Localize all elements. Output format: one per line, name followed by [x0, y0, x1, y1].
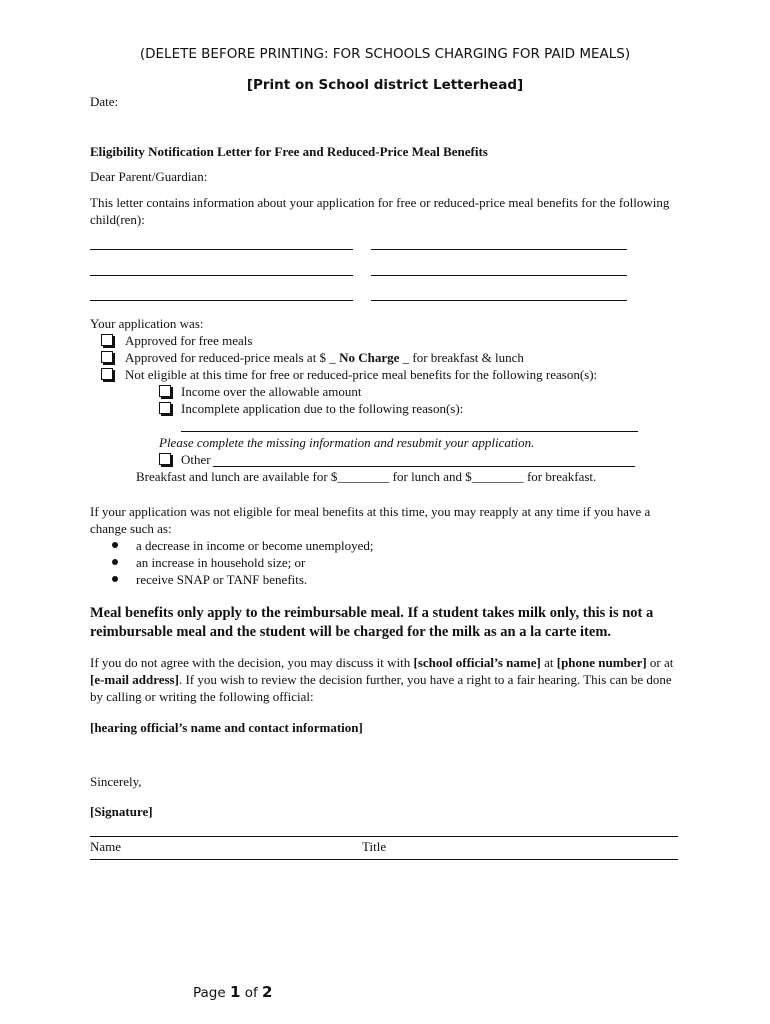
no-charge-value: No Charge: [335, 350, 403, 365]
top-note: (DELETE BEFORE PRINTING: FOR SCHOOLS CHARGING FOR PAID MEALS): [139, 46, 631, 62]
meal-prices-line: Breakfast and lunch are available for $________ for lunch and $________ for breakfast.: [136, 469, 597, 484]
child-name-line: [371, 248, 627, 250]
reason-incomplete: Incomplete application due to the following reason(s):: [159, 401, 463, 417]
letterhead-placeholder: [Print on School district Letterhead]: [246, 77, 524, 93]
option-not-eligible: Not eligible at this time for free or reduced-price meal benefits for the following reason(s):: [101, 367, 597, 383]
child-name-line: [90, 274, 353, 276]
reapply-bullet: an increase in household size; or: [136, 555, 306, 570]
option-free-meals: Approved for free meals: [101, 333, 252, 349]
name-label: Name: [90, 839, 122, 854]
signature-rule: [90, 836, 678, 837]
application-heading: Your application was:: [90, 316, 204, 331]
reapply-bullet: a decrease in income or become unemployed;: [136, 538, 374, 553]
page-number: Page 1 of 2: [193, 983, 273, 1001]
checkbox-icon[interactable]: [101, 334, 113, 346]
milk-notice: Meal benefits only apply to the reimbursable meal. If a student takes milk only, this is not a reimbursable meal and the student will be charged for the milk as an a la carte item.: [90, 605, 654, 640]
bullet-icon: [112, 576, 118, 582]
child-name-line: [90, 299, 353, 301]
checkbox-icon[interactable]: [159, 453, 171, 465]
appeal-paragraph: If you do not agree with the decision, you may discuss it with [school official’s name] at [phone number] or at [e-mail address]. If you wish to review the decision further, you have a right to a fair hearing. This can be done by calling or writing the following official:: [90, 655, 674, 704]
phone-placeholder: [phone number]: [556, 655, 647, 670]
date-label: Date:: [90, 94, 119, 109]
checkbox-icon[interactable]: [101, 368, 113, 380]
option-reduced-price: Approved for reduced-price meals at $ _ No Charge _ for breakfast & lunch: [101, 350, 524, 366]
salutation: Dear Parent/Guardian:: [90, 169, 208, 184]
reason-income: Income over the allowable amount: [159, 384, 362, 400]
checkbox-icon[interactable]: [159, 385, 171, 397]
title-label: Title: [362, 839, 387, 854]
reapply-bullet: receive SNAP or TANF benefits.: [136, 572, 308, 587]
other-blank-line: [213, 465, 635, 467]
letter-title: Eligibility Notification Letter for Free and Reduced-Price Meal Benefits: [90, 144, 488, 159]
child-name-line: [371, 274, 627, 276]
bullet-icon: [112, 559, 118, 565]
checkbox-icon[interactable]: [101, 351, 113, 363]
reason-blank-line: [181, 430, 638, 432]
checkbox-icon[interactable]: [159, 402, 171, 414]
signature-placeholder: [Signature]: [90, 804, 153, 819]
resubmit-note: Please complete the missing information and resubmit your application.: [159, 435, 535, 450]
bullet-icon: [112, 542, 118, 548]
name-title-rule: [90, 859, 678, 860]
email-placeholder: [e-mail address]: [90, 672, 179, 687]
reapply-paragraph: If your application was not eligible for meal benefits at this time, you may reapply at any time if you have a change such as:: [90, 504, 651, 536]
closing-sincerely: Sincerely,: [90, 774, 142, 789]
hearing-official-placeholder: [hearing official’s name and contact information]: [90, 720, 363, 735]
reason-other: Other: [159, 452, 211, 468]
child-name-line: [371, 299, 627, 301]
school-official-placeholder: [school official’s name]: [413, 655, 541, 670]
child-name-line: [90, 248, 353, 250]
intro-paragraph: This letter contains information about your application for free or reduced-price meal benefits for the following child(ren):: [90, 195, 670, 227]
